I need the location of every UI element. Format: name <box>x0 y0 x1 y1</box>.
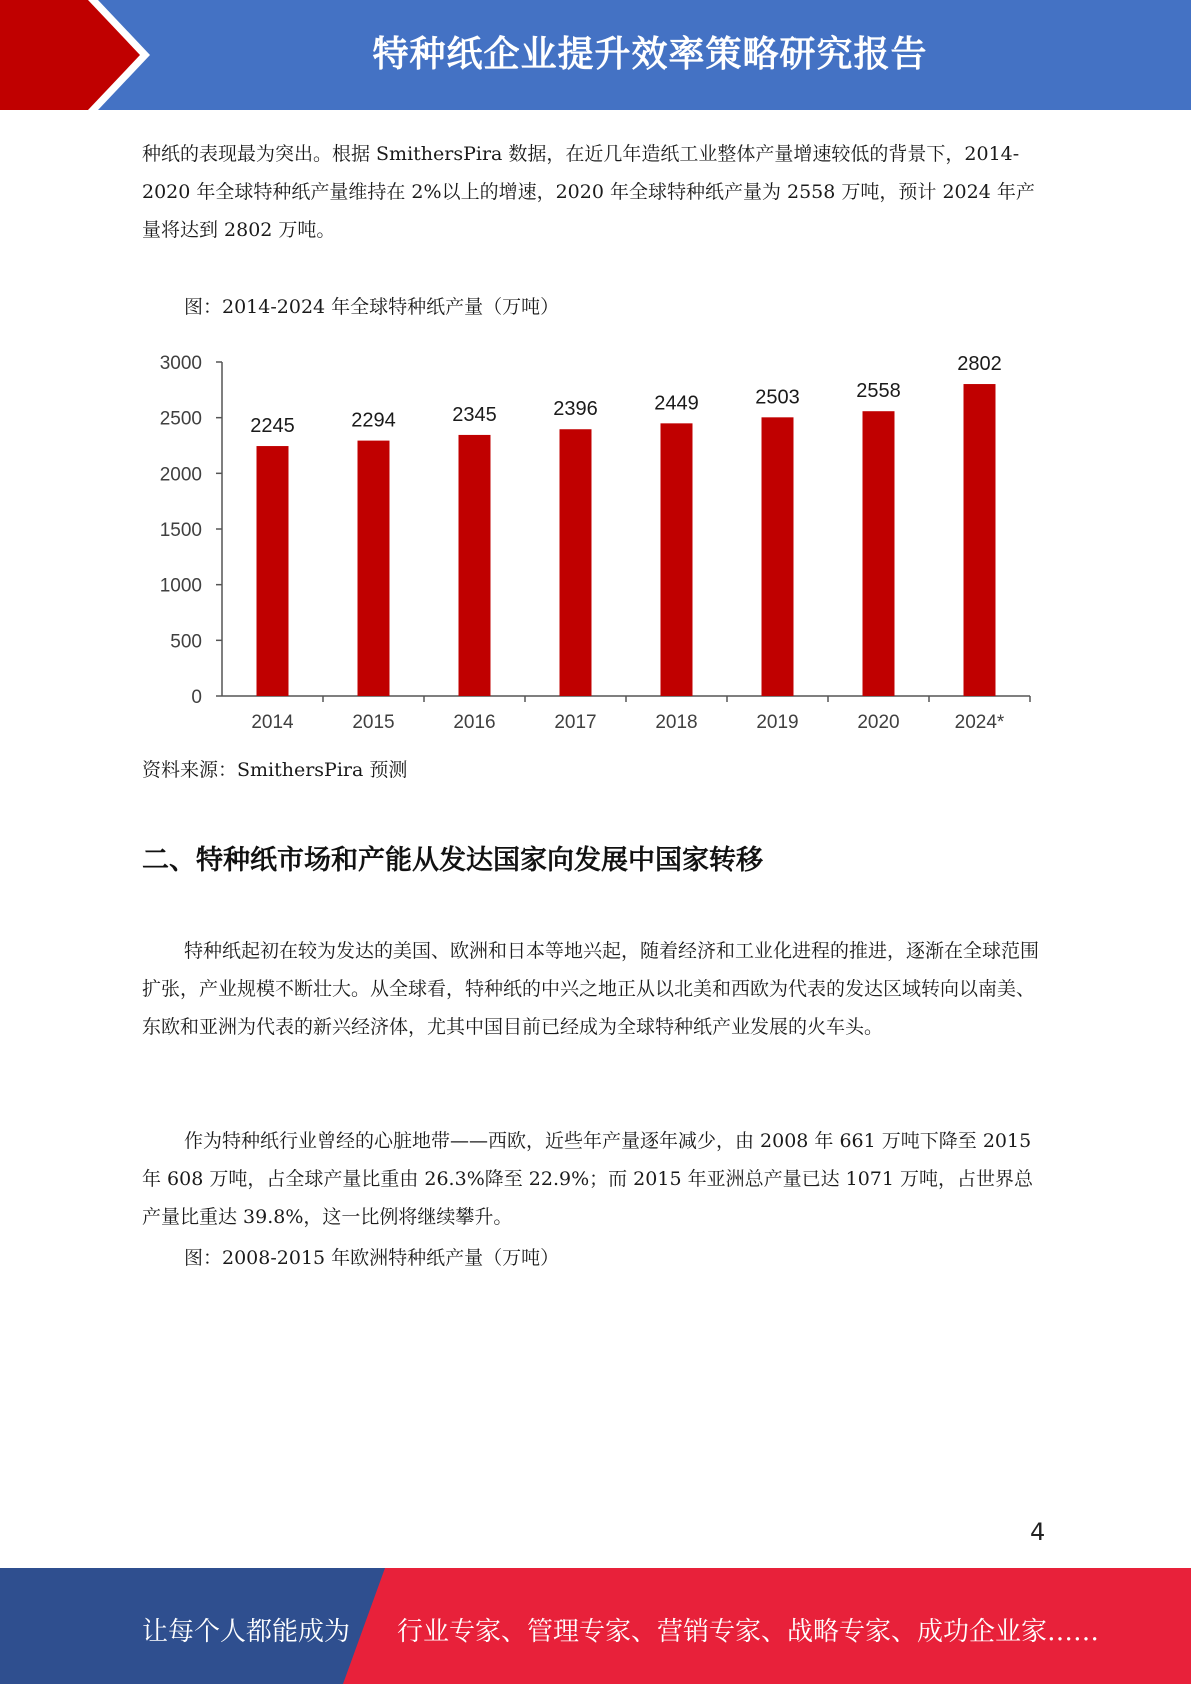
section-2-heading: 二、特种纸市场和产能从发达国家向发展中国家转移 <box>142 845 763 876</box>
figure-1-source: 资料来源：SmithersPira 预测 <box>142 759 408 781</box>
page-number: 4 <box>1030 1518 1046 1546</box>
data-label: 2294 <box>351 409 396 432</box>
data-label: 2449 <box>654 392 699 415</box>
x-tick-label: 2015 <box>352 712 395 733</box>
data-label: 2245 <box>250 415 295 438</box>
footer-slogan-right: 行业专家、管理专家、营销专家、战略专家、成功企业家…… <box>397 1617 1100 1647</box>
page-header <box>0 0 1191 110</box>
bar-2015 <box>358 441 390 696</box>
market-shift-paragraph: 特种纸起初在较为发达的美国、欧洲和日本等地兴起，随着经济和工业化进程的推进，逐渐在全球范围扩张，产业规模不断壮大。从全球看，特种纸的中兴之地正从以北美和西欧为代表的发达区域转向以南美、东欧和亚洲为代表的新兴经济体，尤其中国目前已经成为全球特种纸产业发展的火车头。 <box>142 940 1040 1038</box>
bar-2017 <box>560 429 592 696</box>
footer-slogan-left: 让每个人都能成为 <box>142 1617 351 1647</box>
x-tick-label: 2020 <box>857 712 900 733</box>
x-tick-label: 2024* <box>954 712 1005 733</box>
production-bar-chart <box>140 340 1040 740</box>
y-tick-label: 2500 <box>159 408 202 430</box>
data-label: 2503 <box>755 386 800 409</box>
bar-2014 <box>257 446 289 696</box>
y-tick-label: 0 <box>191 687 202 708</box>
data-label: 2558 <box>856 380 901 403</box>
data-label: 2396 <box>553 398 598 421</box>
x-tick-label: 2016 <box>453 712 496 733</box>
y-ticks <box>160 353 222 708</box>
y-tick-label: 2000 <box>159 464 202 486</box>
bar-2020 <box>863 411 895 696</box>
report-title: 特种纸企业提升效率策略研究报告 <box>372 34 928 75</box>
intro-paragraph: 种纸的表现最为突出。根据 SmithersPira 数据，在近几年造纸工业整体产量增速较低的背景下，2014-2020 年全球特种纸产量维持在 2%以上的增速，2020 年全球特种纸产量为 2558 万吨，预计 2024 年产量将达到 2802 万吨。 <box>142 143 1035 241</box>
bar-2016 <box>459 435 491 696</box>
bar-2018 <box>661 423 693 696</box>
x-tick-label: 2014 <box>251 712 294 733</box>
figure-2-caption: 图：2008-2015 年欧洲特种纸产量（万吨） <box>184 1247 560 1269</box>
y-tick-label: 3000 <box>159 353 202 374</box>
y-tick-label: 500 <box>170 631 202 653</box>
y-tick-label: 1000 <box>159 575 202 597</box>
western-europe-paragraph: 作为特种纸行业曾经的心脏地带——西欧，近些年产量逐年减少，由 2008 年 661 万吨下降至 2015 年 608 万吨，占全球产量比重由 26.3%降至 22.9%；而 2015 年亚洲总产量已达 1071 万吨，占世界总产量比重达 39.8%，这一比例将继续攀升。 <box>142 1130 1034 1228</box>
data-label: 2345 <box>452 403 497 426</box>
x-ticks <box>251 696 1030 733</box>
bar-2019 <box>762 417 794 696</box>
bar-2024 <box>964 384 996 696</box>
x-tick-label: 2018 <box>655 712 698 733</box>
x-tick-label: 2019 <box>756 712 799 733</box>
figure-1-caption: 图：2014-2024 年全球特种纸产量（万吨） <box>184 296 560 318</box>
y-tick-label: 1500 <box>159 520 202 541</box>
x-tick-label: 2017 <box>554 712 597 733</box>
page-footer <box>0 1568 1191 1684</box>
data-label: 2802 <box>957 353 1002 376</box>
